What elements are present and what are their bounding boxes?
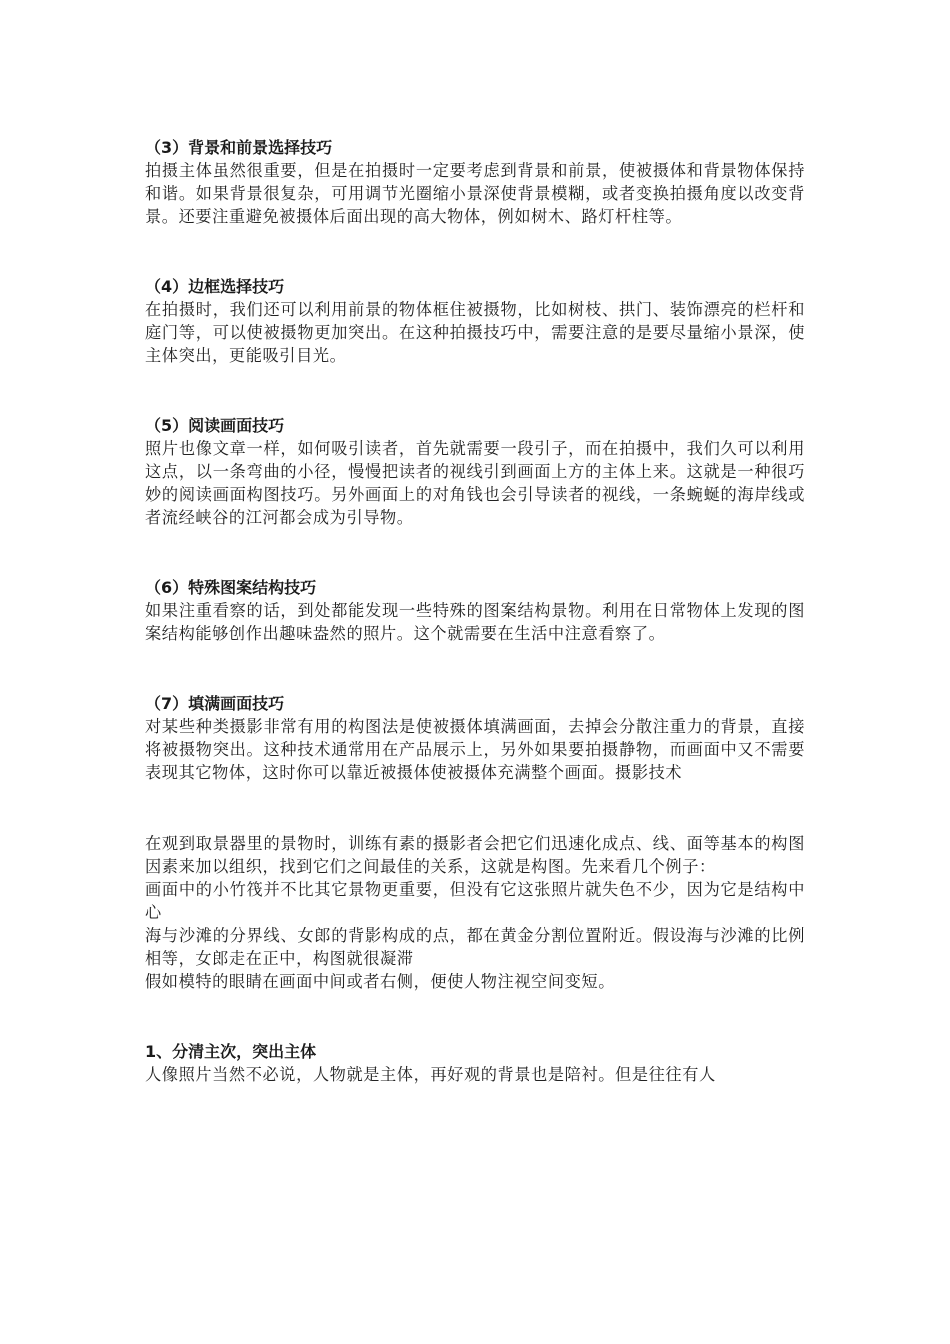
intro-block (145, 832, 805, 993)
section-heading: （7）填满画面技巧 (145, 694, 285, 713)
intro-paragraph: 在观到取景器里的景物时，训练有素的摄影者会把它们迅速化成点、线、面等基本的构图因素来加以组织，找到它们之间最佳的关系，这就是构图。先来看几个例子： (145, 834, 805, 876)
section-heading: （5）阅读画面技巧 (145, 416, 285, 435)
section-background-foreground (145, 136, 805, 228)
intro-paragraph: 海与沙滩的分界线、女郎的背影构成的点，都在黄金分割位置附近。假设海与沙滩的比例相等，女郎走在正中，构图就很凝滞 (145, 926, 805, 968)
section-body: 拍摄主体虽然很重要，但是在拍摄时一定要考虑到背景和前景，使被摄体和背景物体保持和谐。如果背景很复杂，可用调节光圈缩小景深使背景模糊，或者变换拍摄角度以改变背景。还要注重避免被摄体后面出现的高大物体，例如树木、路灯杆柱等。 (145, 161, 805, 226)
section-heading: （6）特殊图案结构技巧 (145, 578, 317, 597)
section-body: 对某些种类摄影非常有用的构图法是使被摄体填满画面，去掉会分散注重力的背景，直接将被摄物突出。这种技术通常用在产品展示上，另外如果要拍摄静物，而画面中又不需要表现其它物体，这时你可以靠近被摄体使被摄体充满整个画面。摄影技术 (145, 717, 805, 782)
section-heading: 1、分清主次，突出主体 (145, 1042, 317, 1061)
section-heading: （3）背景和前景选择技巧 (145, 138, 333, 157)
section-body: 人像照片当然不必说，人物就是主体，再好观的背景也是陪衬。但是往往有人 (145, 1065, 716, 1084)
section-frame (145, 275, 805, 367)
section-pattern (145, 576, 805, 645)
intro-paragraph: 画面中的小竹筏并不比其它景物更重要，但没有它这张照片就失色不少，因为它是结构中心 (145, 880, 805, 922)
section-body: 在拍摄时，我们还可以利用前景的物体框住被摄物，比如树枝、拱门、装饰漂亮的栏杆和庭门等，可以使被摄物更加突出。在这种拍摄技巧中，需要注意的是要尽量缩小景深，使主体突出，更能吸引目光。 (145, 300, 805, 365)
section-reading (145, 414, 805, 529)
section-fill-frame (145, 692, 805, 784)
section-main-subject (145, 1040, 805, 1086)
document-page (145, 136, 805, 1086)
section-heading: （4）边框选择技巧 (145, 277, 285, 296)
intro-paragraph: 假如模特的眼睛在画面中间或者右侧，便使人物注视空间变短。 (145, 972, 616, 991)
section-body: 如果注重看察的话，到处都能发现一些特殊的图案结构景物。利用在日常物体上发现的图案结构能够创作出趣味盎然的照片。这个就需要在生活中注意看察了。 (145, 601, 805, 643)
section-body: 照片也像文章一样，如何吸引读者，首先就需要一段引子，而在拍摄中，我们久可以利用这点，以一条弯曲的小径，慢慢把读者的视线引到画面上方的主体上来。这就是一种很巧妙的阅读画面构图技巧。另外画面上的对角钱也会引导读者的视线，一条蜿蜒的海岸线或者流经峡谷的江河都会成为引导物。 (145, 439, 805, 527)
